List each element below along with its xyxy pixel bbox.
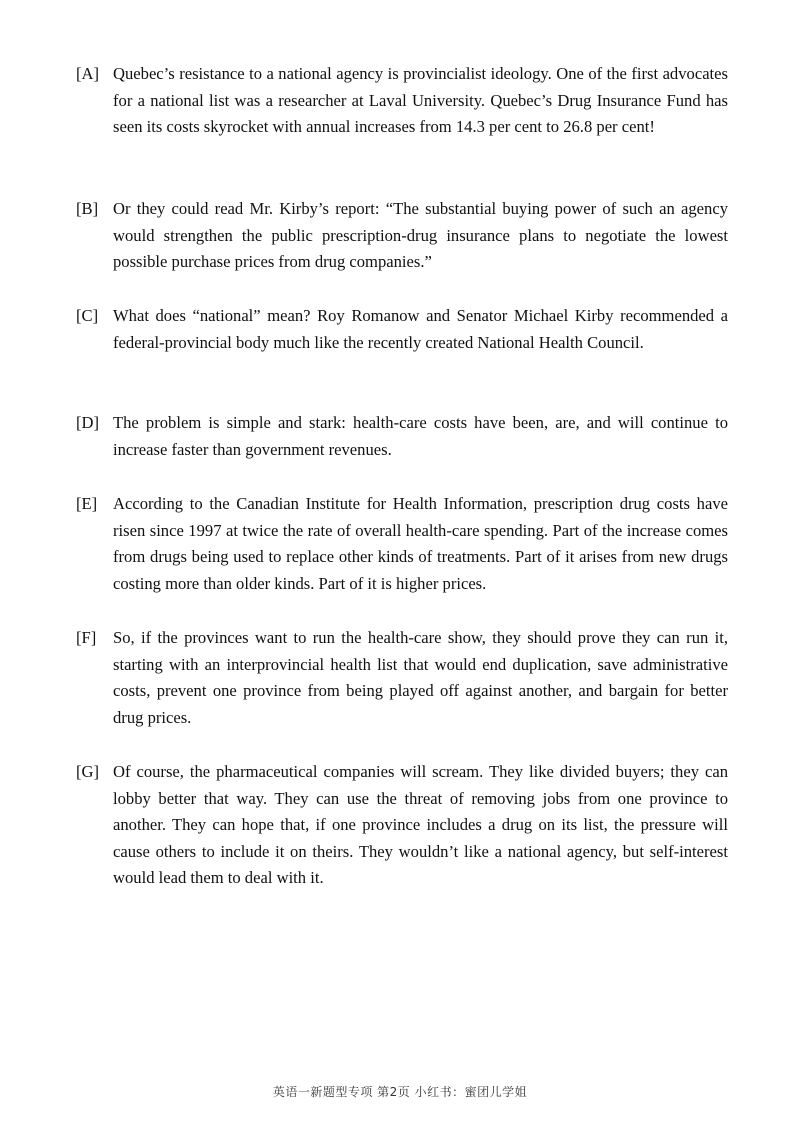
paragraph-f [76,625,728,731]
paragraph-text: According to the Canadian Institute for Health Information, prescription drug costs have risen since 1997 at twice the rate of overall health-care spending. Part of the increase comes from drugs being used to replace other kinds of treatments. Part of it arises from new drugs costing more than older kinds. Part of it is higher prices. [113,494,728,593]
paragraph-label: [B] [76,199,99,218]
paragraph-label: [A] [76,64,100,83]
paragraph-a [76,61,728,141]
paragraph-label: [G] [76,762,100,781]
paragraph-text: Or they could read Mr. Kirby’s report: “The substantial buying power of such an agency would strengthen the public prescription-drug insurance plans to negotiate the lowest possible purchase prices from drug companies.” [113,199,728,272]
paragraph-label: [E] [76,494,98,513]
paragraph-text: Of course, the pharmaceutical companies will scream. They like divided buyers; they can lobby better that way. They can use the threat of removing jobs from one province to another. They can hope that, if one province includes a drug on its list, the pressure will cause others to include it on theirs. They wouldn’t like a national agency, but self-interest would lead them to deal with it. [113,762,728,888]
paragraph-c [76,303,728,356]
paragraph-e [76,491,728,597]
paragraph-text: Quebec’s resistance to a national agency is provincialist ideology. One of the first advocates for a national list was a researcher at Laval University. Quebec’s Drug Insurance Fund has seen its costs skyrocket with annual increases from 14.3 per cent to 26.8 per cent! [113,64,728,137]
page-footer: 英语一新题型专项 第2页 小红书：蜜团儿学姐 [272,1085,528,1099]
paragraph-g [76,759,728,892]
paragraph-label: [C] [76,306,99,325]
paragraph-d [76,410,728,463]
paragraph-text: What does “national” mean? Roy Romanow and Senator Michael Kirby recommended a federal-provincial body much like the recently created National Health Council. [113,306,728,352]
paragraph-label: [D] [76,413,100,432]
paragraph-text: So, if the provinces want to run the health-care show, they should prove they can run it, starting with an interprovincial health list that would end duplication, save administrative costs, prevent one province from being played off against another, and bargain for better drug prices. [113,628,728,727]
paragraph-text: The problem is simple and stark: health-care costs have been, are, and will continue to increase faster than government revenues. [113,413,728,459]
paragraph-label: [F] [76,628,97,647]
paragraph-b [76,196,728,276]
